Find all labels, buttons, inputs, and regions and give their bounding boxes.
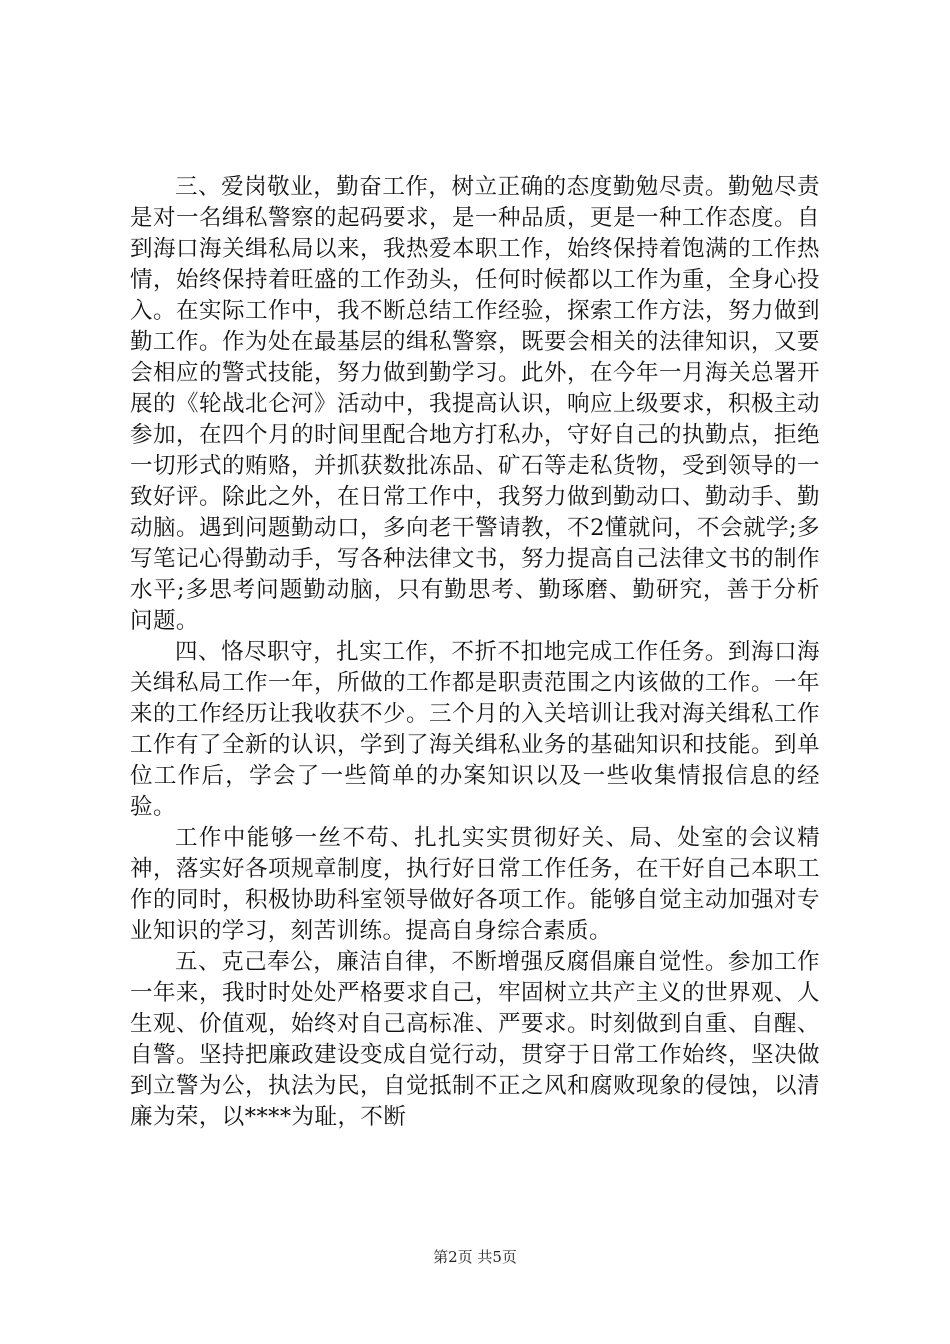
paragraph-work-spirit: 工作中能够一丝不苟、扎扎实实贯彻好关、局、处室的会议精神，落实好各项规章制度，执行好日常工作任务，在干好自己本职工作的同时，积极协助科室领导做好各项工作。能够自觉主动加强对专业知识的学习，刻苦训练。提高自身综合素质。 xyxy=(130,825,820,944)
document-body xyxy=(130,172,820,1133)
paragraph-duty: 四、恪尽职守，扎实工作，不折不扣地完成工作任务。到海口海关缉私局工作一年，所做的工作都是职责范围之内该做的工作。一年来的工作经历让我收获不少。三个月的入关培训让我对海关缉私工作工作有了全新的认识，学到了海关缉私业务的基础知识和技能。到单位工作后，学会了一些简单的办案知识以及一些收集情报信息的经验。 xyxy=(130,639,820,820)
page-number-footer: 第2页 共5页 xyxy=(433,1248,517,1266)
paragraph-diligence: 三、爱岗敬业，勤奋工作，树立正确的态度勤勉尽责。勤勉尽责是对一名缉私警察的起码要求，是一种品质，更是一种工作态度。自到海口海关缉私局以来，我热爱本职工作，始终保持着饱满的工作热情，始终保持着旺盛的工作劲头，任何时候都以工作为重，全身心投入。在实际工作中，我不断总结工作经验，探索工作方法，努力做到勤工作。作为处在最基层的缉私警察，既要会相关的法律知识，又要会相应的警式技能，努力做到勤学习。此外，在今年一月海关总署开展的《轮战北仑河》活动中，我提高认识，响应上级要求，积极主动参加，在四个月的时间里配合地方打私办，守好自己的执勤点，拒绝一切形式的贿赂，并抓获数批冻品、矿石等走私货物，受到领导的一致好评。除此之外，在日常工作中，我努力做到勤动口、勤动手、勤动脑。遇到问题勤动口，多向老干警请教，不2懂就问，不会就学;多写笔记心得勤动手，写各种法律文书，努力提高自己法律文书的制作水平;多思考问题勤动脑，只有勤思考、勤琢磨、勤研究，善于分析问题。 xyxy=(130,174,820,634)
paragraph-integrity: 五、克己奉公，廉洁自律，不断增强反腐倡廉自觉性。参加工作一年来，我时时处处严格要求自己，牢固树立共产主义的世界观、人生观、价值观，始终对自己高标准、严要求。时刻做到自重、自醒、自警。坚持把廉政建设变成自觉行动，贯穿于日常工作始终，坚决做到立警为公，执法为民，自觉抵制不正之风和腐败现象的侵蚀，以清廉为荣，以****为耻，不断 xyxy=(130,949,820,1130)
